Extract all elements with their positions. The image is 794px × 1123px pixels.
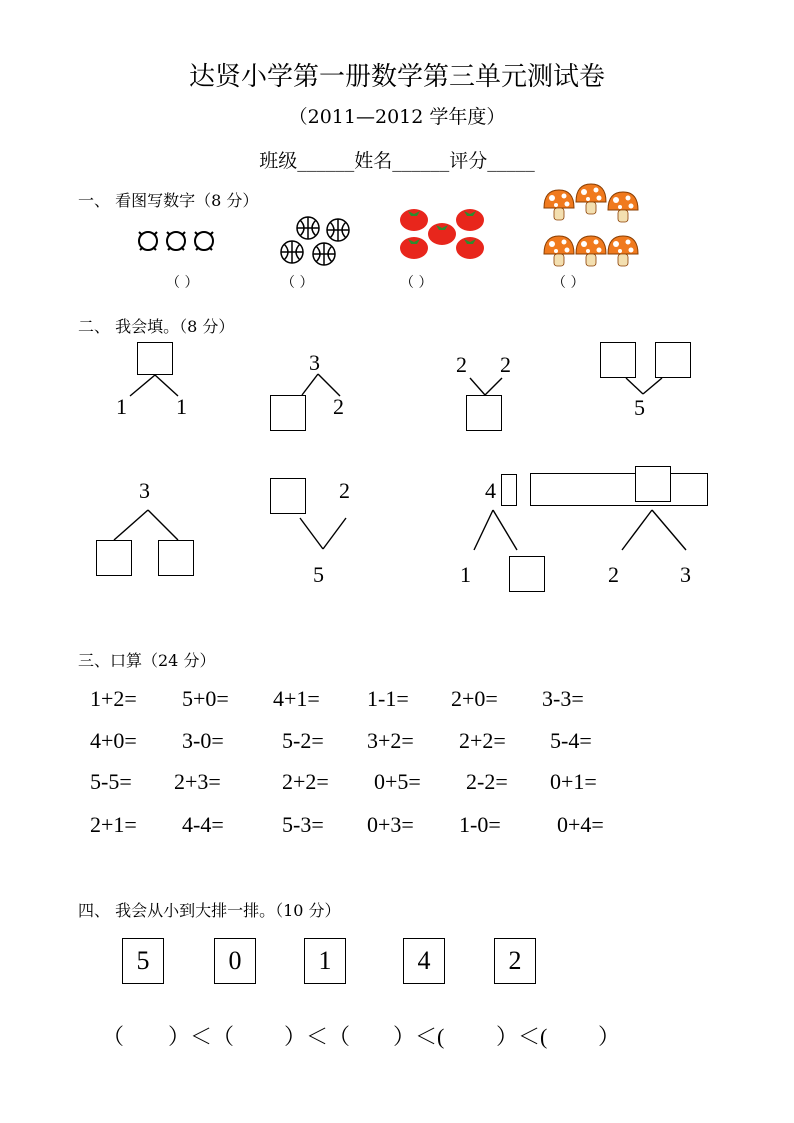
tree-6-left-box[interactable] [270,478,306,514]
equation: 2+0= [451,686,498,711]
tree-8-top-box[interactable] [635,466,671,502]
answer-blank-3[interactable]: （ ） [400,275,433,291]
equation: 2+3= [174,769,221,794]
equation: 2+2= [282,769,329,794]
section-1-heading: 一、 看图写数字（8 分） [78,191,259,210]
order-blank-5-close[interactable]: ） [598,1024,621,1049]
tree-5-left-box[interactable] [96,540,132,576]
order-blank-2-close[interactable]: ）＜（ [284,1024,351,1049]
order-blank-1-close[interactable]: ）＜（ [168,1024,235,1049]
section-4-heading: 四、 我会从小到大排一排。（10 分） [78,901,341,920]
number-card: 0 [214,938,256,984]
tree-2-top-number: 3 [309,350,320,375]
number-card: 4 [403,938,445,984]
number-card: 5 [122,938,164,984]
tree-7-top-box[interactable] [501,474,517,506]
equation: 0+1= [550,769,597,794]
answer-blank-4[interactable]: （ ） [552,275,585,291]
equation: 4-4= [182,812,224,837]
tree-8-right-number: 3 [680,562,691,587]
tree-1-top-box[interactable] [137,342,173,375]
tree-8-long-box[interactable] [530,473,708,506]
equation: 0+4= [557,812,604,837]
equation: 3+2= [367,728,414,753]
equation: 2+2= [459,728,506,753]
equation: 5+0= [182,686,229,711]
student-info-line: 班级______姓名______评分_____ [259,150,535,172]
equation: 1-0= [459,812,501,837]
equation: 0+5= [374,769,421,794]
equation: 5-2= [282,728,324,753]
tree-1-left-number: 1 [116,394,127,419]
equation: 0+3= [367,812,414,837]
number-card: 2 [494,938,536,984]
equation: 1+2= [90,686,137,711]
tree-2-right-number: 2 [333,394,344,419]
tree-6-bottom-number: 5 [313,562,324,587]
equation: 4+0= [90,728,137,753]
tree-3-left-number: 2 [456,352,467,377]
school-year: （2011—2012 学年度） [288,106,506,128]
equation: 2-2= [466,769,508,794]
number-card: 1 [304,938,346,984]
tree-1-right-number: 1 [176,394,187,419]
equation: 3-3= [542,686,584,711]
order-blank-4-close[interactable]: ）＜( [496,1024,548,1049]
tree-5-top-number: 3 [139,478,150,503]
answer-blank-2[interactable]: （ ） [281,275,314,291]
answer-blank-1[interactable]: （ ） [166,275,199,291]
tree-4-right-box[interactable] [655,342,691,378]
order-blank-3-close[interactable]: ）＜( [393,1024,445,1049]
tree-3-bottom-box[interactable] [466,395,502,431]
equation: 3-0= [182,728,224,753]
tree-2-left-box[interactable] [270,395,306,431]
equation: 5-4= [550,728,592,753]
tree-8-left-number: 2 [608,562,619,587]
section-2-heading: 二、 我会填。（8 分） [78,317,235,336]
tree-7-left-number: 1 [460,562,471,587]
tree-4-bottom-number: 5 [634,395,645,420]
equation: 5-3= [282,812,324,837]
tree-6-right-number: 2 [339,478,350,503]
equation: 5-5= [90,769,132,794]
tree-5-right-box[interactable] [158,540,194,576]
tree-4-left-box[interactable] [600,342,636,378]
section-3-heading: 三、口算（24 分） [78,651,216,670]
page-title: 达贤小学第一册数学第三单元测试卷 [188,62,605,92]
tree-3-right-number: 2 [500,352,511,377]
tree-7-top-number: 4 [485,478,496,503]
order-open-paren: （ [102,1024,125,1049]
equation: 2+1= [90,812,137,837]
tree-7-right-box[interactable] [509,556,545,592]
equation: 4+1= [273,686,320,711]
equation: 1-1= [367,686,409,711]
